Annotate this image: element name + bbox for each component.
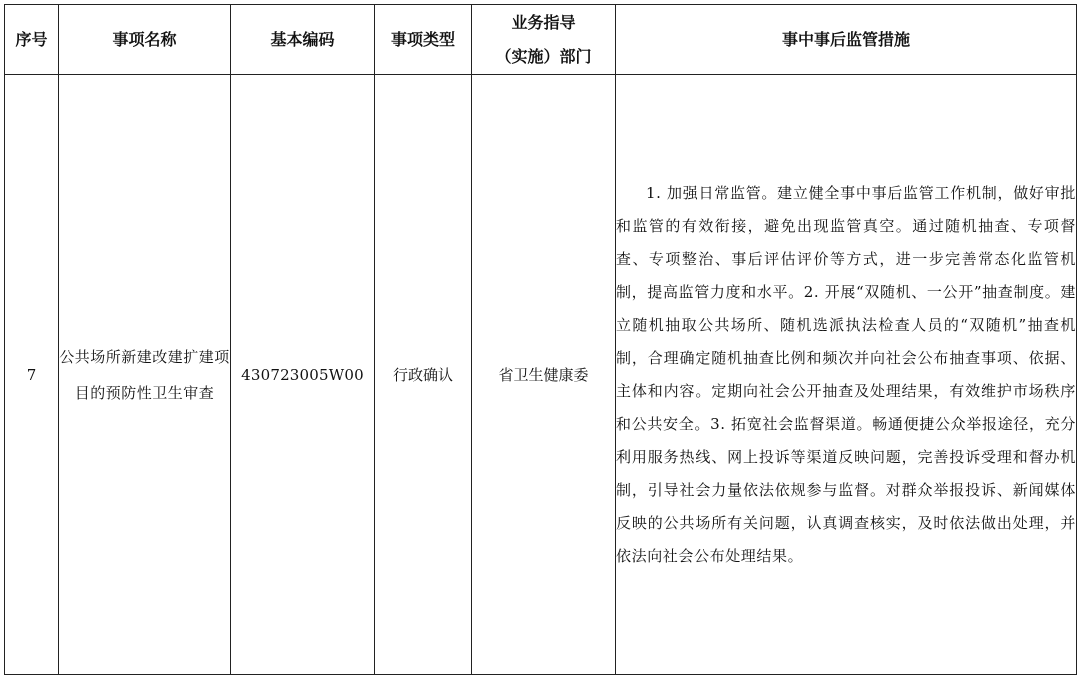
cell-type: 行政确认 [375,75,472,675]
header-code: 基本编码 [231,5,375,75]
header-seq: 序号 [5,5,59,75]
table-row [5,75,1077,675]
header-name: 事项名称 [59,5,231,75]
measures-text: 1. 加强日常监管。建立健全事中事后监管工作机制，做好审批和监管的有效衔接，避免出现监管真空。通过随机抽查、专项督查、专项整治、事后评估评价等方式，进一步完善常态化监管机制，提高监管力度和水平。2. 开展“双随机、一公开”抽查制度。建立随机抽取公共场所、随机选派执法检查人员的“双随机”抽查机制，合理确定随机抽查比例和频次并向社会公布抽查事项、依据、主体和内容。定期向社会公开抽查及处理结果，有效维护市场秩序和公共安全。3. 拓宽社会监督渠道。畅通便捷公众举报途径，充分利用服务热线、网上投诉等渠道反映问题，完善投诉受理和督办机制，引导社会力量依法依规参与监督。对群众举报投诉、新闻媒体反映的公共场所有关问题，认真调查核实，及时依法做出处理，并依法向社会公布处理结果。 [616,183,1076,565]
header-row [5,5,1077,75]
header-dept-line1: 业务指导 [511,12,576,32]
header-dept [472,5,616,75]
header-dept-line2: （实施）部门 [495,46,592,66]
cell-dept: 省卫生健康委 [472,75,616,675]
header-type: 事项类型 [375,5,472,75]
cell-name: 公共场所新建改建扩建项目的预防性卫生审查 [59,75,231,675]
cell-measures [616,75,1077,675]
header-measures: 事中事后监管措施 [616,5,1077,75]
cell-seq: 7 [5,75,59,675]
cell-code: 430723005W00 [231,75,375,675]
supervision-table [4,4,1077,675]
